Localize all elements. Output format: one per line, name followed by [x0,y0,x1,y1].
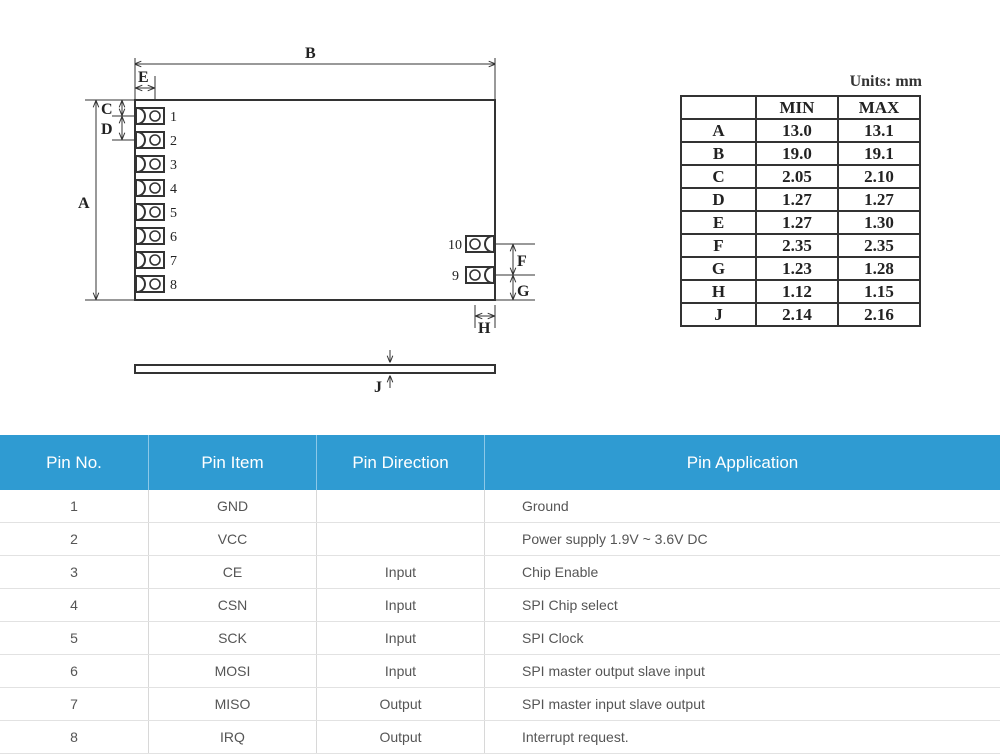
dimension-row [681,303,920,326]
header-pin-application: Pin Application [485,435,1000,490]
dimension-min: 2.35 [756,234,838,257]
table-row [0,490,1000,523]
pin-castellation [137,108,145,124]
dimension-max: 1.15 [838,280,920,303]
dimension-min: 13.0 [756,119,838,142]
pin-dir: Output [317,688,485,721]
pin-app: SPI Chip select [485,589,1000,622]
dimension-label-h: H [478,320,491,337]
dimension-min: 1.23 [756,257,838,280]
module-dimension-diagram [0,0,660,420]
pin-number-label: 9 [452,269,459,284]
pin-dir: Input [317,556,485,589]
pin-app: SPI master input slave output [485,688,1000,721]
dimension-label: C [681,165,756,188]
dimension-row [681,234,920,257]
pin-item: CSN [149,589,317,622]
dimension-label: G [681,257,756,280]
pin-item: MISO [149,688,317,721]
header-pin-direction: Pin Direction [317,435,485,490]
pin-dir: Input [317,655,485,688]
dimension-min: 1.27 [756,188,838,211]
pin-no: 5 [0,622,149,655]
dimension-label: F [681,234,756,257]
dimension-label: D [681,188,756,211]
dimension-label: E [681,211,756,234]
pin-item: CE [149,556,317,589]
table-row [0,556,1000,589]
dimension-max: 19.1 [838,142,920,165]
dimension-row [681,211,920,234]
pin-castellation [485,236,493,252]
pin-item: GND [149,490,317,523]
dimension-row [681,257,920,280]
pin-table [0,435,1000,754]
table-row [0,589,1000,622]
dimension-max: 13.1 [838,119,920,142]
pin-castellation [137,204,145,220]
pin-castellation [137,228,145,244]
dimension-row [681,119,920,142]
dimension-min: 1.12 [756,280,838,303]
dimension-label-a: A [78,195,90,212]
dimension-label: B [681,142,756,165]
dimension-min: 1.27 [756,211,838,234]
dimension-label-f: F [517,253,527,270]
dimension-label-e: E [138,69,149,86]
dimension-max: 1.30 [838,211,920,234]
pin-castellation [137,132,145,148]
dimension-max: 2.16 [838,303,920,326]
pin-number-label: 1 [170,110,177,125]
dimension-min: 19.0 [756,142,838,165]
dimension-row [681,142,920,165]
pin-number-label: 10 [448,238,462,253]
units-label: Units: mm [849,73,922,90]
pin-item: VCC [149,523,317,556]
pin-dir [317,490,485,523]
pin-dir: Input [317,622,485,655]
table-row [0,721,1000,754]
dimension-row [681,188,920,211]
pin-no: 1 [0,490,149,523]
pin-number-label: 3 [170,158,177,173]
dimension-label-j: J [374,379,382,396]
dimension-label: J [681,303,756,326]
dimension-row [681,165,920,188]
pin-number-label: 2 [170,134,177,149]
pin-castellation [485,267,493,283]
pin-dir: Input [317,589,485,622]
pin-app: Power supply 1.9V ~ 3.6V DC [485,523,1000,556]
dimension-max: 2.10 [838,165,920,188]
pin-no: 3 [0,556,149,589]
pin-app: SPI Clock [485,622,1000,655]
pin-number-label: 8 [170,278,177,293]
dimension-max: 1.28 [838,257,920,280]
pin-number-label: 4 [170,182,177,197]
dimension-max: 1.27 [838,188,920,211]
dimension-label-b: B [305,45,316,62]
table-row [0,688,1000,721]
dimension-row [681,280,920,303]
pin-number-label: 5 [170,206,177,221]
dimension-label-d: D [101,121,113,138]
dimension-table-header [681,96,920,119]
pin-no: 6 [0,655,149,688]
pin-item: MOSI [149,655,317,688]
dimension-header-cell [681,96,756,119]
pin-app: SPI master output slave input [485,655,1000,688]
dimension-header-cell: MAX [838,96,920,119]
pin-item: IRQ [149,721,317,754]
pin-no: 4 [0,589,149,622]
module-outline [135,100,495,300]
dimension-table [680,95,921,327]
dimension-min: 2.05 [756,165,838,188]
pin-app: Chip Enable [485,556,1000,589]
dimension-header-cell: MIN [756,96,838,119]
pin-no: 7 [0,688,149,721]
pin-number-label: 7 [170,254,177,269]
pin-castellation [137,252,145,268]
table-row [0,622,1000,655]
table-row [0,523,1000,556]
header-pin-item: Pin Item [149,435,317,490]
module-side-view [135,365,495,373]
table-row [0,655,1000,688]
header-pin-no: Pin No. [0,435,149,490]
pin-castellation [137,276,145,292]
pin-app: Interrupt request. [485,721,1000,754]
dimension-label-g: G [517,283,530,300]
dimension-label: H [681,280,756,303]
pin-castellation [137,156,145,172]
pin-item: SCK [149,622,317,655]
dimension-label-c: C [101,101,113,118]
dimension-min: 2.14 [756,303,838,326]
pin-dir [317,523,485,556]
pin-castellation [137,180,145,196]
pin-table-header [0,435,1000,490]
pin-no: 2 [0,523,149,556]
pin-no: 8 [0,721,149,754]
pin-number-label: 6 [170,230,177,245]
pin-app: Ground [485,490,1000,523]
dimension-max: 2.35 [838,234,920,257]
dimension-label: A [681,119,756,142]
pin-dir: Output [317,721,485,754]
